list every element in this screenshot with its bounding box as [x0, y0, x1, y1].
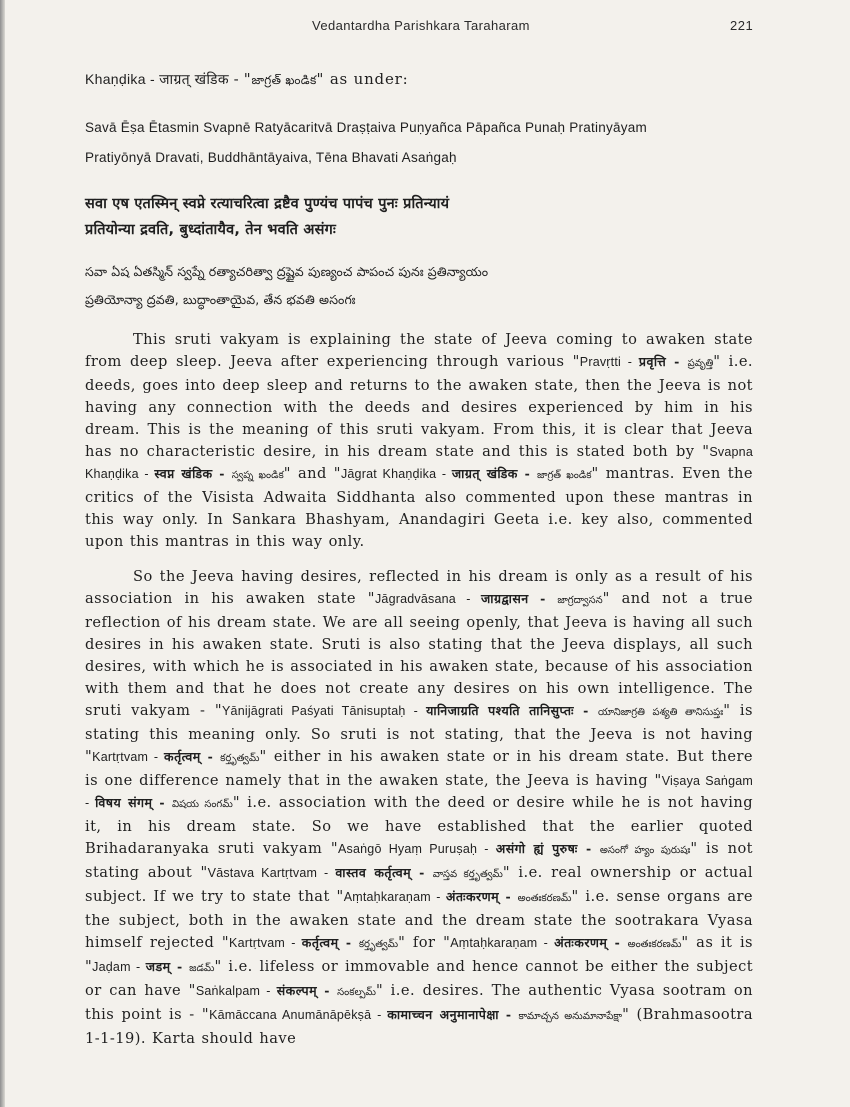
term-asango-roman: Asaṅgō Hyaṃ Puruṣaḥ - [338, 842, 496, 856]
term-svapna-devanagari: स्वप्न खंडिक - [154, 466, 232, 481]
p2-text-c: " is stating this meaning only. So sruti is not stating, that the Jeeva is not having " [85, 702, 753, 765]
term-asango-telugu: అసంగో హ్యం పురుషః [599, 845, 691, 856]
term-visaya-telugu: విషయ సంగమ్ [171, 799, 233, 810]
term-visaya-roman: Viṣaya Saṅgam - [85, 774, 753, 810]
term-amtahkaranam-telugu: అంతఃకరణమ్ [517, 893, 572, 904]
term-yani-devanagari: यानिजाग्रति पश्यति तानिसुप्तः - [426, 703, 599, 718]
term-kartrtvam-2-roman: Kartṛtvam - [229, 936, 302, 950]
term-amtahkaranam-2-devanagari: अंतःकरणम् - [554, 935, 628, 950]
khandika-devanagari: जाग्रत् खंडिक - [159, 72, 244, 88]
term-kartrtvam-devanagari: कर्तृत्वम् - [164, 749, 221, 764]
term-jadam-roman: Jaḍam - [92, 960, 146, 974]
term-jagradvasana-telugu: జాగ్రద్వాసన [557, 595, 603, 606]
p2-text-d: " either in his awaken state or in his dream state. But there is one difference namely that in the awaken state, the Jeeva is having " [85, 748, 753, 789]
paragraph-sruti-explanation [85, 329, 753, 553]
khandika-telugu: జాగ్రత్ ఖండిక [251, 73, 317, 87]
mantra-telugu-line-1: సవా ఏష ఏతస్మిన్ స్వప్నే రత్యాచరిత్వా ద్రష్టైవ పుణ్యంచ పాపంచ పునః ప్రతిన్యాయం [85, 264, 489, 279]
running-title: Vedantardha Parishkara Taraharam [312, 18, 530, 33]
term-vastava-telugu: వాస్తవ కర్తృత్వమ్ [432, 869, 503, 880]
khandika-roman: Khaṇḍika - [85, 71, 160, 87]
p2-text-f: " is not stating about " [85, 840, 753, 881]
as-under-text: " as under: [316, 70, 409, 88]
term-jagrat-devanagari: जाग्रत् खंडिक - [451, 466, 537, 481]
p2-text-h: " i.e. sense organs are the subject, both in the awaken state and the dream state the sootrakara Vyasa himself rejected " [85, 888, 753, 951]
p2-text-l: " i.e. desires. The authentic Vyasa sootram on this point is - " [85, 982, 754, 1023]
term-sankalpam-devanagari: संकल्पम् - [276, 983, 338, 998]
p2-text-e: " i.e. association with the deed or desire while he is not having it, in his dream state. So we have established that the earlier quoted Brihadaranyaka sruti vakyam " [85, 794, 753, 857]
term-kamaccana-telugu: కామాచ్చన అనుమానాపేక్షా [518, 1011, 623, 1022]
term-amtahkaranam-roman: Aṃtaḥkaraṇam - [343, 890, 446, 904]
term-jadam-telugu: జడమ్ [189, 963, 215, 974]
term-sankalpam-roman: Saṅkalpam - [195, 984, 277, 998]
term-jagradvasana-devanagari: जाग्रद्वासन - [481, 591, 558, 606]
p2-text-k: " i.e. lifeless or immovable and hence cannot be either the subject or can have " [85, 958, 754, 999]
term-asango-devanagari: असंगो ह्यं पुरुषः - [495, 841, 600, 856]
term-kamaccana-devanagari: कामाच्चन अनुमानापेक्षा - [387, 1007, 519, 1022]
term-kartrtvam-telugu: కర్తృత్వమ్ [220, 753, 260, 764]
term-jagrat-roman: Jāgrat Khaṇḍika - [340, 467, 452, 481]
p2-text-g: " i.e. real ownership or actual subject. If we try to state that " [85, 864, 753, 905]
term-yani-telugu: యానిజాగ్రతి పశ్యతి తానిసుప్తః [598, 707, 724, 718]
term-jadam-devanagari: जडम् - [145, 959, 190, 974]
mantra-roman-line-2: Pratiyōnyā Dravati, Buddhāntāyaiva, Tēna Bhavati Asaṅgaḥ [85, 150, 457, 165]
paragraph-jeeva-desires [85, 566, 753, 1050]
term-jagrat-telugu: జాగ్రత్ ఖండిక [537, 470, 592, 481]
term-svapna-roman: Svapna Khaṇḍika - [85, 445, 753, 481]
term-jagradvasana-roman: Jāgradvāsana - [374, 592, 482, 606]
term-svapna-telugu: స్వప్న ఖండిక [231, 470, 284, 481]
term-amtahkaranam-devanagari: अंतःकरणम् - [445, 889, 518, 904]
khandika-heading: Khaṇḍika - जाग्रत् खंडिक - "జాగ్రత్ ఖండిక" as under: [85, 70, 409, 88]
term-amtahkaranam-2-telugu: అంతఃకరణమ్ [627, 939, 682, 950]
term-pravritti-telugu: ప్రవృత్తి [687, 358, 714, 369]
term-kartrtvam-2-telugu: కర్తృత్వమ్ [358, 939, 399, 950]
p2-text-a: So the Jeeva having desires, reflected in his dream is only as a result of his association in his awaken state " [85, 568, 753, 607]
mantra-devanagari-line-2: प्रतियोन्या द्रवति, बुध्दांतायैव, तेन भवति असंगः [85, 222, 336, 238]
term-vastava-devanagari: वास्तव कर्तृत्वम् - [335, 865, 433, 880]
term-amtahkaranam-2-roman: Aṃtaḥkaraṇam - [450, 936, 555, 950]
term-kartrtvam-roman: Kartṛtvam - [92, 750, 165, 764]
p2-text-i: " for " [398, 934, 451, 951]
page-binding-edge [0, 0, 5, 1107]
page-number: 221 [730, 18, 754, 33]
term-vastava-roman: Vāstava Kartṛtvam - [207, 866, 336, 880]
p1-text-a: This sruti vakyam is explaining the state of Jeeva coming to awaken state from deep sleep. Jeeva after experiencing through various " [85, 331, 753, 370]
term-pravritti-devanagari: प्रवृत्ति - [638, 354, 688, 369]
p1-text-c: " and " [283, 465, 341, 482]
p2-text-m: " (Brahmasootra 1-1-19). Karta should have [85, 1006, 753, 1047]
p1-text-b: " i.e. deeds, goes into deep sleep and returns to the awaken state, then the Jeeva is not having any connection with the deeds and desires experienced by him in his dream. This is the meaning of this sruti vakyam. From this, it is clear that Jeeva has no characteristic desire, in his dream state and this is stated both by " [85, 353, 754, 460]
p2-text-j: " as it is " [85, 934, 753, 975]
p1-text-d: " mantras. Even the critics of the Visista Adwaita Siddhanta also commented upon these mantras in this way only. In Sankara Bhashyam, Anandagiri Geeta i.e. key also, commented upon this mantras in this way only. [85, 465, 753, 550]
term-yani-roman: Yānijāgrati Paśyati Tānisuptaḥ - [222, 704, 427, 718]
page-header [0, 18, 850, 38]
term-kartrtvam-2-devanagari: कर्तृत्वम् - [301, 935, 359, 950]
term-visaya-devanagari: विषय संगम् - [95, 795, 172, 810]
term-kamaccana-roman: Kāmāccana Anumānāpēkṣā - [209, 1008, 388, 1022]
mantra-telugu-line-2: ప్రతియోన్యా ద్రవతి, బుద్ధాంతాయైవ, తేన భవతి అసంగః [85, 292, 356, 307]
term-pravritti-roman: Pravṛtti - [579, 355, 639, 369]
term-sankalpam-telugu: సంకల్పమ్ [337, 987, 376, 998]
mantra-roman-line-1: Savā Ēṣa Ētasmin Svapnē Ratyācaritvā Draṣṭaiva Puṇyañca Pāpañca Punaḥ Pratinyāyam [85, 120, 648, 135]
mantra-devanagari-line-1: सवा एष एतस्मिन् स्वप्ने रत्याचरित्वा द्रष्टैव पुण्यंच पापंच पुनः प्रतिन्यायं [85, 196, 450, 212]
p2-text-b: " and not a true reflection of his dream state. We are all seeing openly, that Jeeva is having all such desires in his awaken state. Sruti is also stating that the Jeeva displays, all such desires, with which he is associated in his awaken state, because of his association with them and that he does not create any desires on his own intelligence. The sruti vakyam - " [85, 590, 753, 719]
